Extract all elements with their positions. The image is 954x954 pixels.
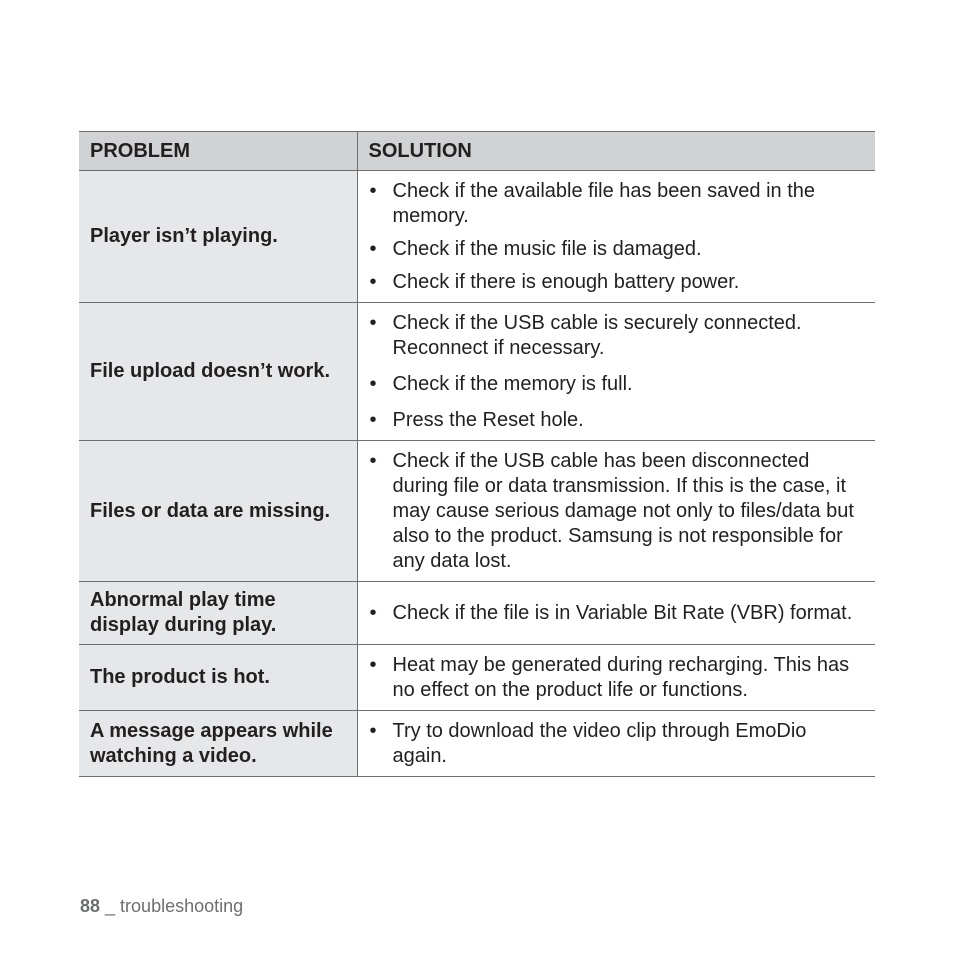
solution-item: • Check if there is enough battery power. — [369, 270, 866, 295]
table-row — [79, 171, 875, 303]
problem-cell: Abnormal play time display during play. — [79, 582, 357, 645]
table-row — [79, 711, 875, 777]
solution-list — [369, 311, 866, 433]
solution-cell — [357, 303, 875, 441]
solution-cell — [357, 441, 875, 582]
solution-list — [369, 653, 866, 703]
solution-item: • Check if the USB cable has been disconnected during file or data transmission. If this is the case, it may cause serious damage not only to files/data but also to the product. Samsung is not responsible for any data lost. — [369, 449, 866, 574]
solution-cell — [357, 645, 875, 711]
solution-item: • Check if the file is in Variable Bit Rate (VBR) format. — [369, 601, 866, 626]
table-row — [79, 645, 875, 711]
solution-list — [369, 601, 866, 626]
solution-list — [369, 449, 866, 574]
solution-cell — [357, 711, 875, 777]
problem-column-header: PROBLEM — [79, 132, 357, 171]
solution-list — [369, 719, 866, 769]
problem-cell: Files or data are missing. — [79, 441, 357, 582]
problem-cell: File upload doesn’t work. — [79, 303, 357, 441]
solution-item: • Check if the available file has been saved in the memory. — [369, 179, 866, 229]
solution-item: • Try to download the video clip through EmoDio again. — [369, 719, 866, 769]
solution-item: • Heat may be generated during recharging. This has no effect on the product life or functions. — [369, 653, 866, 703]
section-name: troubleshooting — [120, 896, 244, 916]
solution-item: • Check if the music file is damaged. — [369, 237, 866, 262]
problem-cell: The product is hot. — [79, 645, 357, 711]
problem-cell: Player isn’t playing. — [79, 171, 357, 303]
table-row — [79, 582, 875, 645]
table-header-row — [79, 132, 875, 171]
footer-separator: _ — [100, 896, 121, 916]
table-row — [79, 441, 875, 582]
solution-item: • Press the Reset hole. — [369, 408, 866, 433]
solution-list — [369, 179, 866, 295]
solution-column-header: SOLUTION — [357, 132, 875, 171]
solution-cell — [357, 582, 875, 645]
table-row — [79, 303, 875, 441]
page-number: 88 — [80, 896, 101, 916]
solution-cell — [357, 171, 875, 303]
solution-item: • Check if the USB cable is securely connected. Reconnect if necessary. — [369, 311, 866, 361]
problem-cell: A message appears while watching a video. — [79, 711, 357, 777]
solution-item: • Check if the memory is full. — [369, 372, 866, 397]
troubleshooting-table — [79, 131, 875, 777]
page-footer — [80, 895, 243, 917]
